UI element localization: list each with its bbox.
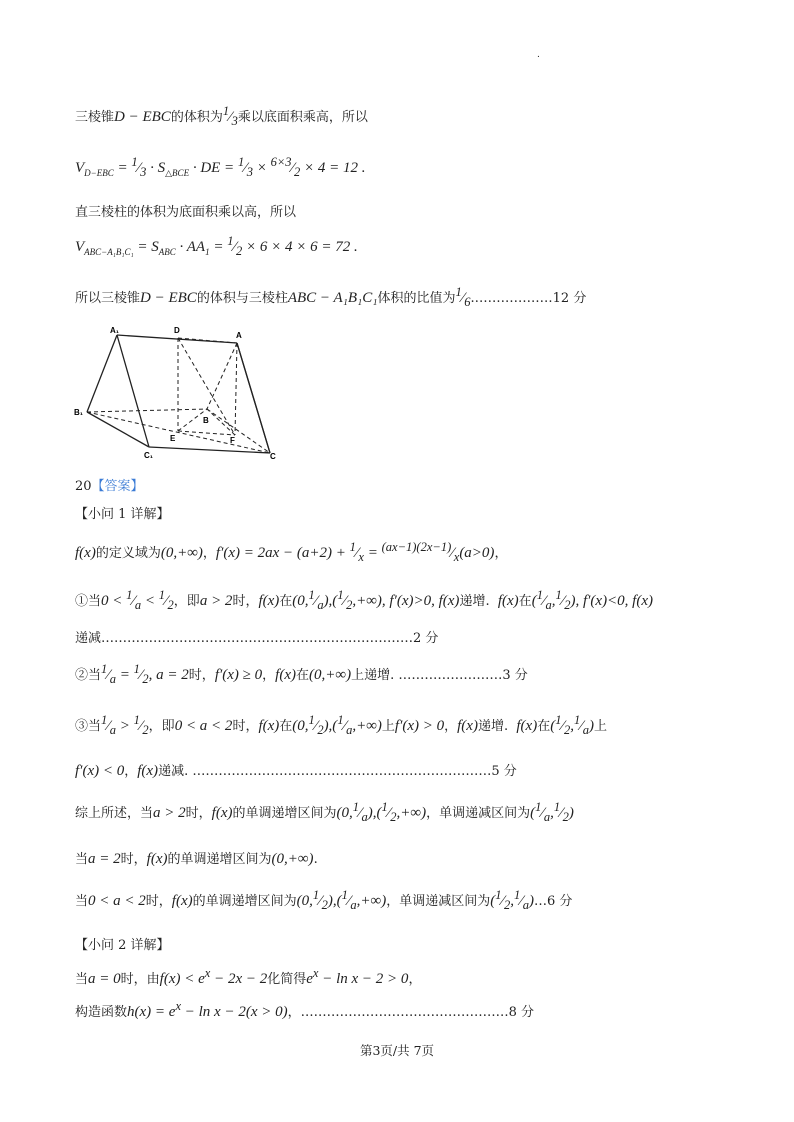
label-C1: C₁: [144, 451, 154, 460]
text-line-ratio: 所以三棱锥D − EBC的体积与三棱柱ABC − A₁B₁C₁体积的比值为$^1⁄_6.\dots\dots\dots\dots\dots\dots 12$ 分: [75, 285, 587, 309]
label-B: B: [203, 416, 209, 425]
label-E: E: [170, 434, 176, 443]
part2-line-2: 构造函数$h(x) = e^x - \ln x - 2(x > 0)$，…………………………………………8 分: [75, 999, 535, 1020]
case-2: ②当$^1⁄_a$ = $^1⁄_2$, a = 2时，f′(x) ≥ 0，f(x)在(0,+∞)上递增. ……………………3 分: [75, 662, 528, 686]
summary-2: 当a = 2时，f(x)的单调递增区间为(0,+∞).: [75, 851, 318, 867]
label-A: A: [236, 331, 242, 340]
case-3: ③当$^1⁄_a$ > $^1⁄_2$，即0 < a < 2时，f(x)在$(0,^1⁄_2),(^1⁄_a,+\infty)$上f′(x) > 0，f(x)递增. f(x)在$(^1⁄_2,^1⁄_a)$上: [75, 713, 608, 737]
case-3-cont: f′(x) < 0，f(x)递减. ……………………………………………………………5 分: [75, 763, 517, 779]
prism-figure: [70, 325, 290, 460]
formula-volume-pyramid: $V_{D-EBC}$ = $^1⁄_3 \cdot S_{\triangle BCE}$ · DE = $^1⁄_3$ × $^{6\times 3}⁄_2 \times 4 = 12$ .: [75, 155, 366, 179]
part2-line-1: 当a = 0时，由$f(x) < e^x - 2x - 2$化简得$e^x - \ln x - 2 > 0$，: [75, 966, 422, 987]
summary-3: 当0 < a < 2时，f(x)的单调递增区间为$(0,^1⁄_2),(^1⁄_a,+\infty)$，单调递减区间为$(^1⁄_2,^1⁄_a)\dots 6$ 分: [75, 888, 573, 912]
label-D: D: [174, 326, 180, 335]
summary-1: 综上所述，当a > 2时，f(x)的单调递增区间为$(0,^1⁄_a),(^1⁄_2,+\infty)$，单调递减区间为$(^1⁄_a,^1⁄_2)$: [75, 800, 574, 824]
case-1-cont: 递减………………………………………………………………2 分: [75, 631, 439, 646]
formula-volume-prism: $V_{ABC-A_1B_1C_1} = S_{ABC} \cdot AA_1$ = $^1⁄_2 \times 6 \times 4 \times 6 = 72$ .: [75, 234, 358, 258]
subquestion-1-heading: 【小问 1 详解】: [75, 507, 170, 522]
label-C: C: [270, 452, 276, 460]
label-F: F: [230, 436, 235, 445]
text-line-3: 直三棱柱的体积为底面积乘以高，所以: [75, 205, 297, 220]
formula-domain-derivative: f(x)的定义域为(0,+∞)，$f'(x) = 2ax - (a+2) + ^1⁄_x$ = $^{(ax-1)(2x-1)}⁄_x(a>0)$，: [75, 540, 508, 564]
page-footer: 第3页/共 7页: [359, 1043, 435, 1058]
case-1: ①当$0 < ^1⁄_a$ < $^1⁄_2$，即a > 2时，f(x)在$(0,^1⁄_a),(^1⁄_2,+\infty)$, f′(x)>0, f(x)递增. f(x)在$(^1⁄_a,^1⁄_2)$, f′(x)<0, f(x): [75, 588, 653, 612]
subquestion-2-heading: 【小问 2 详解】: [75, 938, 170, 953]
answer-heading: 20【答案】: [75, 479, 144, 494]
label-A1: A₁: [110, 326, 120, 335]
text-line-1: 三棱锥D − EBC的体积为$^1⁄_3$乘以底面积乘高，所以: [75, 104, 368, 128]
label-B1: B₁: [74, 408, 84, 417]
corner-mark: .: [537, 50, 540, 60]
